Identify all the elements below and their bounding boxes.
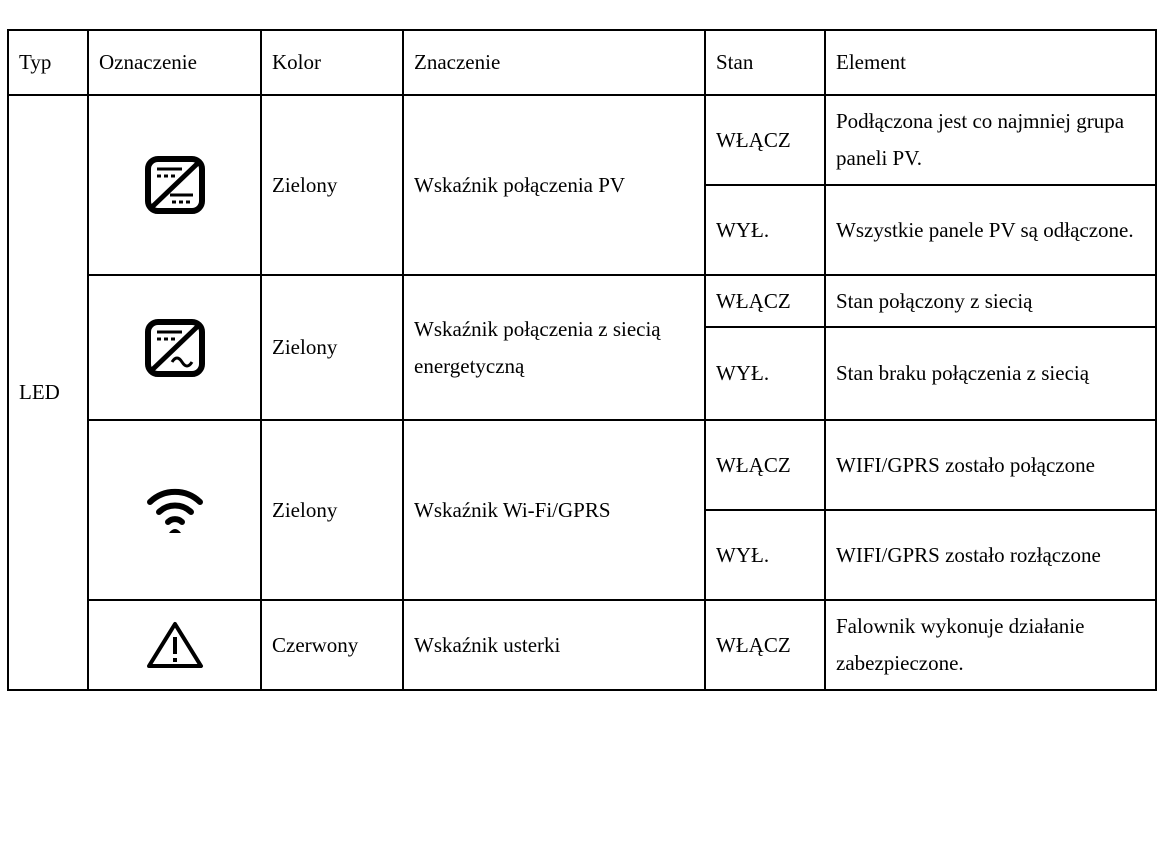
element-cell: WIFI/GPRS zostało rozłączone: [825, 510, 1156, 600]
led-indicator-table: [7, 29, 1157, 691]
header-stan: Stan: [705, 30, 825, 95]
element-cell: Wszystkie panele PV są odłączone.: [825, 185, 1156, 275]
wifi-icon: [88, 420, 261, 600]
meaning-cell: Wskaźnik połączenia PV: [403, 95, 705, 275]
state-cell: WYŁ.: [705, 327, 825, 420]
grid-connection-icon: [88, 275, 261, 420]
color-cell: Zielony: [261, 275, 403, 420]
state-cell: WŁĄCZ: [705, 600, 825, 690]
table-row: [8, 275, 1156, 327]
element-cell: WIFI/GPRS zostało połączone: [825, 420, 1156, 510]
color-cell: Zielony: [261, 95, 403, 275]
state-cell: WŁĄCZ: [705, 95, 825, 185]
table-row: [8, 420, 1156, 510]
header-znaczenie: Znaczenie: [403, 30, 705, 95]
table-row: [8, 600, 1156, 690]
meaning-cell: Wskaźnik Wi-Fi/GPRS: [403, 420, 705, 600]
meaning-cell: Wskaźnik usterki: [403, 600, 705, 690]
warning-icon: [88, 600, 261, 690]
meaning-text: Wskaźnik połączenia z siecią energetyczną: [414, 316, 661, 378]
element-cell: Stan połączony z siecią: [825, 275, 1156, 327]
color-cell: Zielony: [261, 420, 403, 600]
header-row: [8, 30, 1156, 95]
element-cell: Falownik wykonuje działanie zabezpieczone.: [825, 600, 1156, 690]
state-cell: WYŁ.: [705, 185, 825, 275]
state-cell: WYŁ.: [705, 510, 825, 600]
element-cell: Stan braku połączenia z siecią: [825, 327, 1156, 420]
header-typ: Typ: [8, 30, 88, 95]
table-row: [8, 95, 1156, 185]
type-cell: LED: [8, 95, 88, 690]
pv-connection-icon: [88, 95, 261, 275]
state-cell: WŁĄCZ: [705, 420, 825, 510]
element-cell: Podłączona jest co najmniej grupa paneli PV.: [825, 95, 1156, 185]
header-kolor: Kolor: [261, 30, 403, 95]
state-cell: WŁĄCZ: [705, 275, 825, 327]
header-oznaczenie: Oznaczenie: [88, 30, 261, 95]
header-element: Element: [825, 30, 1156, 95]
color-cell: Czerwony: [261, 600, 403, 690]
meaning-cell: [403, 275, 705, 420]
